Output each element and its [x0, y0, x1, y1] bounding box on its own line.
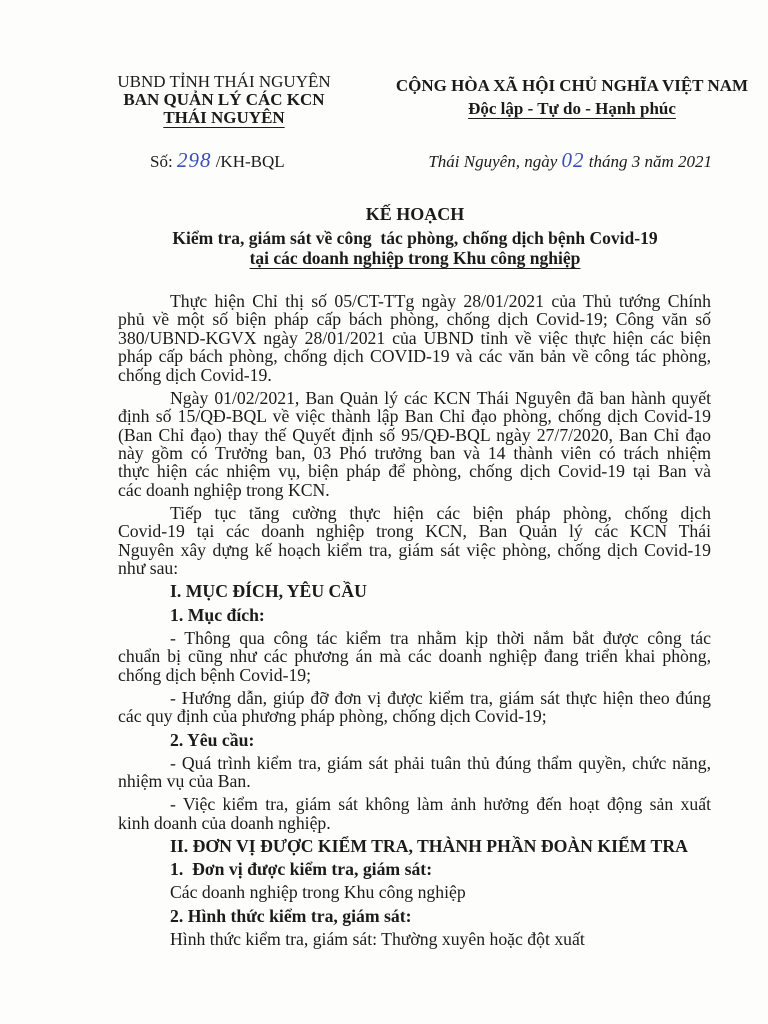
text-line: Covid-19 tại các doanh nghiệp trong KCN, Ban Quản lý các KCN Thái — [118, 521, 711, 542]
list-item — [118, 689, 711, 726]
issuing-agency-block — [100, 73, 348, 127]
date-suffix: tháng 3 năm 2021 — [588, 152, 712, 171]
text-line: Thực hiện Chỉ thị số 05/CT-TTg ngày 28/01/2021 của Thủ tướng Chính — [170, 291, 711, 311]
document-title: KẾ HOẠCH — [365, 204, 465, 224]
paragraph — [118, 883, 711, 901]
document-title-block — [140, 204, 690, 268]
list-item — [118, 629, 711, 684]
document-number-label: Số: — [150, 152, 173, 171]
text-line: - Hướng dẫn, giúp đỡ đơn vị được kiểm tra, giám sát thực hiện theo đúng — [170, 687, 711, 708]
paragraph — [118, 930, 711, 948]
document-subtitle-line: tại các doanh nghiệp trong Khu công nghiệp — [249, 248, 581, 268]
text-line: các doanh nghiệp trong KCN. — [118, 479, 330, 500]
paragraph — [118, 389, 711, 499]
text-line: Nguyên xây dựng kế hoạch kiểm tra, giám sát việc phòng, chống dịch Covid-19 — [118, 539, 711, 560]
text-line: pháp cấp bách phòng, chống dịch COVID-19 và các văn bản về công tác phòng, — [118, 346, 711, 367]
agency-location: THÁI NGUYÊN — [163, 108, 285, 127]
subsection-heading: 2. Hình thức kiểm tra, giám sát: — [170, 905, 412, 926]
text-line: 380/UBND-KGVX ngày 28/01/2021 của UBND tỉnh về việc thực hiện các biện — [118, 327, 711, 348]
agency-name: BAN QUẢN LÝ CÁC KCN — [123, 90, 325, 109]
text-line: Ngày 01/02/2021, Ban Quản lý các KCN Thái Nguyên đã ban hành quyết — [170, 387, 711, 408]
text-line: (Ban Chỉ đạo) thay thế Quyết định số 95/QĐ-BQL ngày 27/7/2020, Ban Chỉ đạo — [118, 424, 711, 445]
subsection-heading: 1. Mục đích: — [170, 604, 265, 625]
text-line: phủ về một số biện pháp cấp bách phòng, chống dịch Covid-19; Công văn số — [118, 309, 711, 330]
date-prefix: Thái Nguyên, ngày — [428, 152, 558, 171]
document-body — [118, 292, 711, 948]
handwritten-day: 02 — [561, 148, 585, 172]
text-line: - Thông qua công tác kiểm tra nhằm kịp thời nắm bắt được công tác — [170, 627, 711, 648]
section-heading: I. MỤC ĐÍCH, YÊU CẦU — [170, 581, 367, 602]
national-motto: Độc lập - Tự do - Hạnh phúc — [468, 99, 676, 118]
text-line: các quy định của phương pháp phòng, chống dịch Covid-19; — [118, 706, 547, 727]
country-name: CỘNG HÒA XÃ HỘI CHỦ NGHĨA VIỆT NAM — [395, 76, 749, 95]
document-number — [150, 150, 285, 172]
subsection-heading: 2. Yêu cầu: — [170, 729, 255, 750]
agency-parent: UBND TỈNH THÁI NGUYÊN — [117, 72, 331, 91]
text-line: này gồm có Trưởng ban, 03 Phó trưởng ban và 14 thành viên có trách nhiệm — [118, 443, 711, 464]
issue-date — [428, 150, 712, 172]
document-number-code: /KH-BQL — [215, 152, 285, 171]
text-line: kinh doanh của doanh nghiệp. — [118, 812, 331, 833]
paragraph — [118, 292, 711, 384]
text-line: nhiệm vụ của Ban. — [118, 771, 251, 792]
text-line: - Việc kiểm tra, giám sát không làm ảnh hưởng đến hoạt động sản xuất — [170, 794, 711, 815]
text-line: chống dịch Covid-19. — [118, 364, 272, 385]
text-line: chống dịch bệnh Covid-19; — [118, 664, 312, 685]
text-line: định số 15/QĐ-BQL về việc thành lập Ban Chỉ đạo phòng, chống dịch Covid-19 — [118, 406, 711, 427]
list-item — [118, 754, 711, 791]
national-heading-block — [388, 77, 756, 118]
document-subtitle-line: Kiểm tra, giám sát về công tác phòng, chống dịch bệnh Covid-19 — [172, 228, 658, 248]
text-line: như sau: — [118, 558, 179, 579]
text-line: thực hiện các nhiệm vụ, biện pháp để phòng, chống dịch Covid-19 tại Ban và — [118, 461, 711, 482]
text-line: - Quá trình kiểm tra, giám sát phải tuân thủ đúng thẩm quyền, chức năng, — [170, 752, 711, 773]
subsection-heading: 1. Đơn vị được kiểm tra, giám sát: — [170, 859, 433, 880]
text-line: chuẩn bị cũng như các phương án mà các doanh nghiệp đang triển khai phòng, — [118, 646, 711, 667]
handwritten-number: 298 — [176, 148, 212, 172]
text-line: Các doanh nghiệp trong Khu công nghiệp — [170, 882, 466, 903]
text-line: Hình thức kiểm tra, giám sát: Thường xuyên hoặc đột xuất — [170, 928, 585, 949]
section-heading: II. ĐƠN VỊ ĐƯỢC KIỂM TRA, THÀNH PHẦN ĐOÀN KIỂM TRA — [170, 835, 688, 856]
text-line: Tiếp tục tăng cường thực hiện các biện pháp phòng, chống dịch — [170, 503, 711, 524]
list-item — [118, 795, 711, 832]
paragraph — [118, 504, 711, 578]
